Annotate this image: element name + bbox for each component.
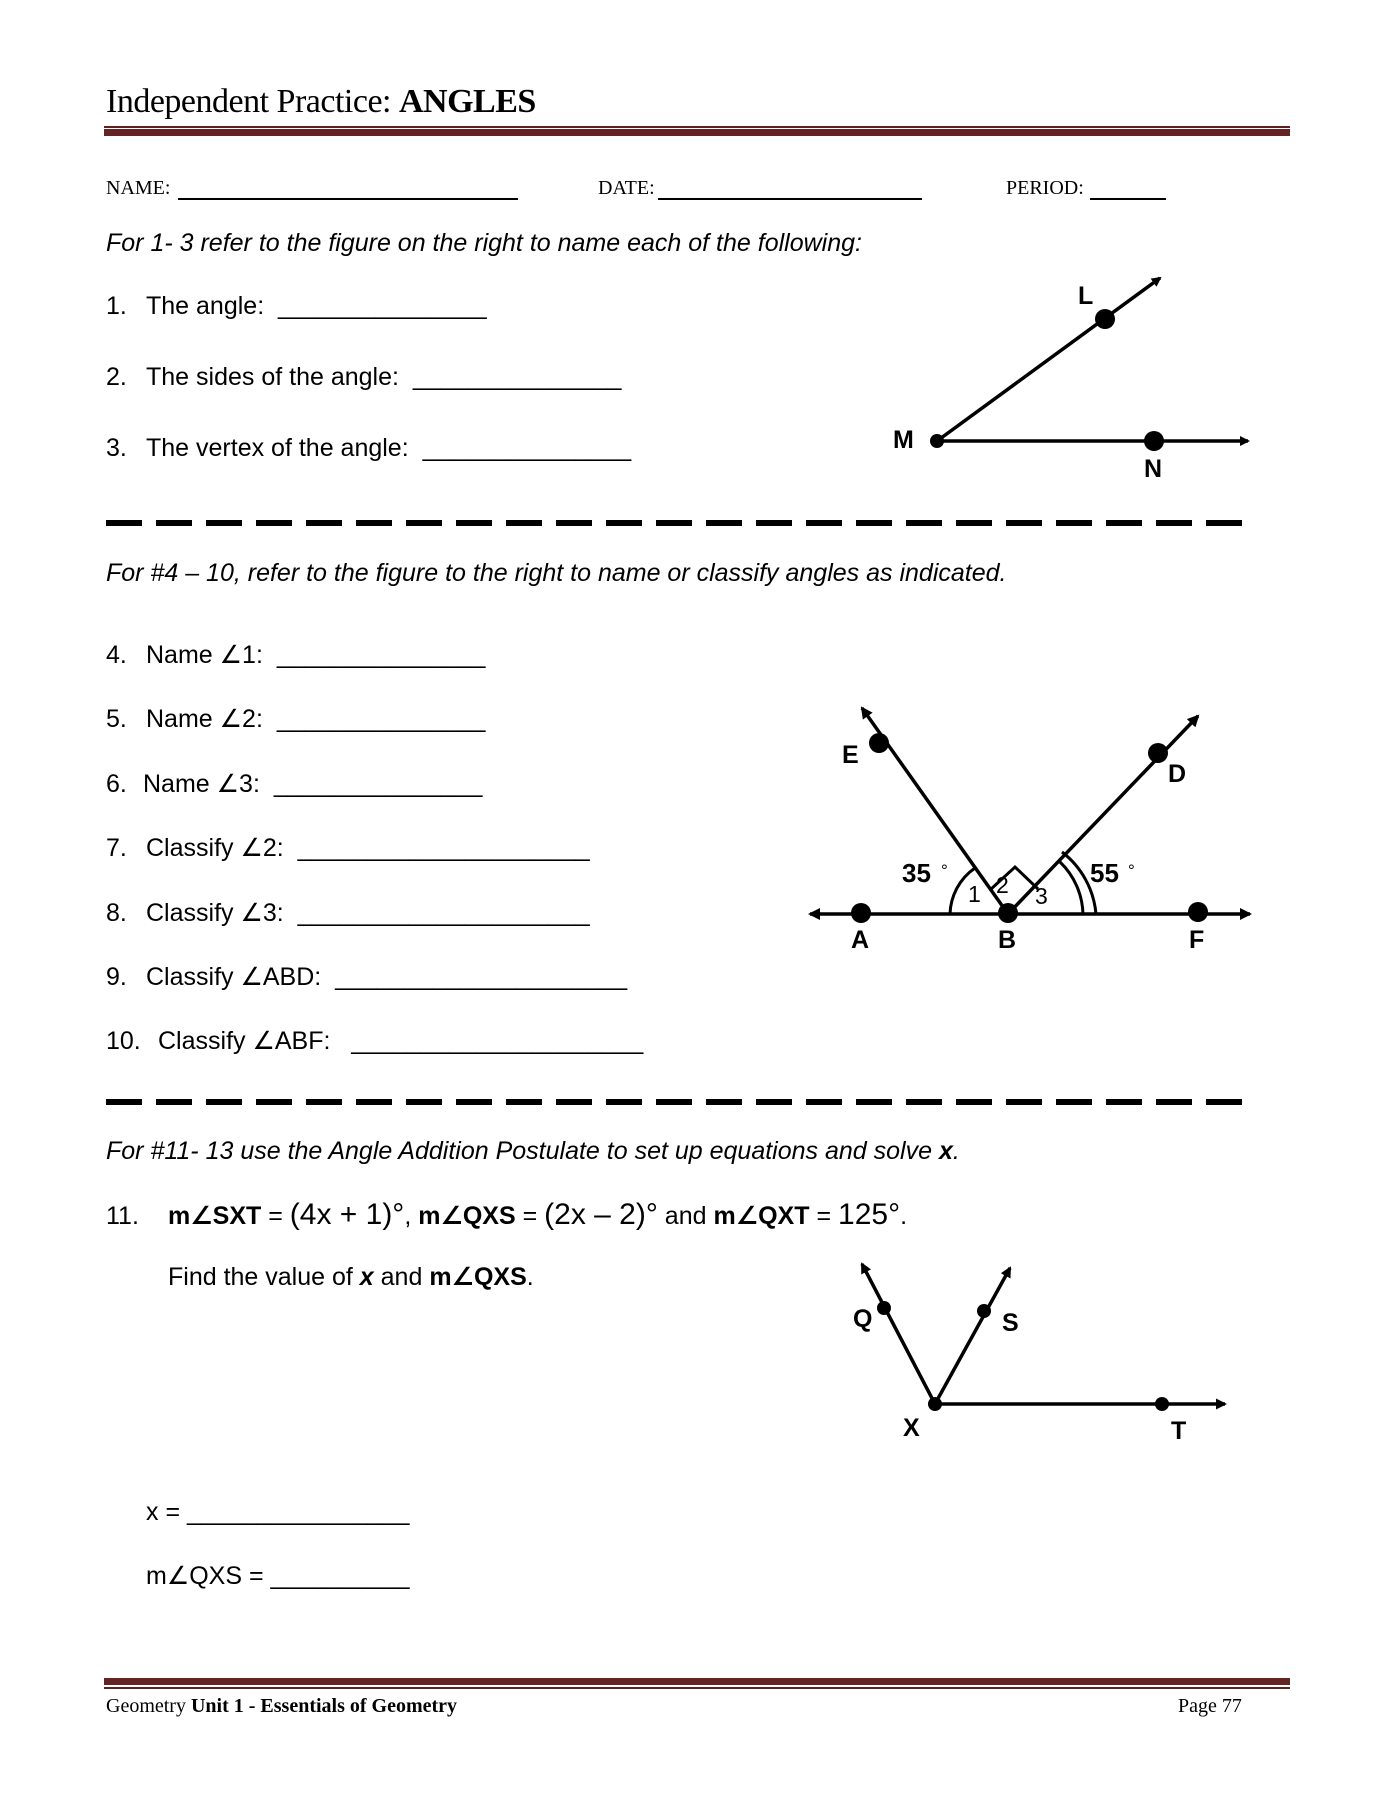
equals: = bbox=[809, 1202, 839, 1230]
question-number: 3. bbox=[106, 434, 127, 462]
question-9 bbox=[106, 962, 627, 992]
question-6 bbox=[106, 769, 482, 799]
question-7 bbox=[106, 833, 590, 863]
question-11-prompt bbox=[168, 1262, 534, 1292]
point-q bbox=[877, 1301, 891, 1315]
footer-rule-thick bbox=[104, 1678, 1290, 1685]
answer-angle-blank[interactable]: __________ bbox=[270, 1562, 410, 1590]
title-prefix: Independent Practice: bbox=[106, 83, 399, 120]
date-label: DATE: bbox=[598, 177, 655, 199]
title-topic: ANGLES bbox=[398, 83, 536, 120]
question-11 bbox=[106, 1200, 907, 1231]
label-b: B bbox=[998, 926, 1017, 954]
ray-ml bbox=[937, 278, 1160, 441]
question-8 bbox=[106, 898, 590, 928]
answer-x-row bbox=[146, 1497, 409, 1527]
point-d bbox=[1148, 743, 1168, 763]
header-rule-thick bbox=[104, 129, 1290, 136]
ray-xs bbox=[935, 1268, 1010, 1404]
instruction-end: . bbox=[952, 1137, 960, 1165]
figure-angles-abf bbox=[790, 690, 1270, 960]
instruction-variable: x bbox=[938, 1137, 953, 1165]
answer-blank[interactable]: _____________________ bbox=[297, 834, 590, 862]
point-e bbox=[869, 733, 889, 753]
answer-blank[interactable]: _____________________ bbox=[297, 899, 590, 927]
question-2 bbox=[106, 362, 621, 392]
label-e: E bbox=[842, 741, 859, 769]
measure-55: 55 bbox=[1090, 858, 1119, 888]
question-number: 9. bbox=[106, 963, 127, 991]
question-number: 4. bbox=[106, 641, 127, 669]
question-number: 2. bbox=[106, 363, 127, 391]
point-t bbox=[1155, 1397, 1169, 1411]
answer-blank[interactable]: _______________ bbox=[276, 705, 486, 733]
footer-course bbox=[106, 1694, 457, 1718]
measure-35: 35 bbox=[902, 858, 931, 888]
label-f: F bbox=[1189, 926, 1205, 954]
label-x: X bbox=[903, 1414, 920, 1442]
question-number: 5. bbox=[106, 705, 127, 733]
question-text: Classify ∠ABF: bbox=[158, 1027, 331, 1055]
point-a bbox=[851, 903, 871, 923]
answer-blank[interactable]: _______________ bbox=[412, 363, 622, 391]
point-f bbox=[1188, 902, 1208, 922]
page-title bbox=[106, 82, 536, 122]
degree-35: ° bbox=[941, 861, 948, 880]
separator: , bbox=[404, 1202, 419, 1230]
angle-qxt: m∠QXT bbox=[713, 1202, 810, 1230]
prompt-angle: m∠QXS bbox=[429, 1263, 527, 1291]
value-sxt: (4x + 1)° bbox=[289, 1198, 405, 1231]
figure-angle-qxt bbox=[840, 1250, 1240, 1450]
question-3 bbox=[106, 433, 631, 463]
point-m bbox=[930, 434, 944, 448]
answer-blank[interactable]: _______________ bbox=[422, 434, 632, 462]
label-s: S bbox=[1002, 1309, 1019, 1337]
answer-blank[interactable]: _____________________ bbox=[351, 1027, 644, 1055]
label-angle-3: 3 bbox=[1035, 883, 1048, 909]
header-rule-thin bbox=[104, 126, 1290, 128]
answer-blank[interactable]: _______________ bbox=[273, 770, 483, 798]
conjunction: and bbox=[657, 1202, 714, 1230]
label-a: A bbox=[851, 926, 870, 954]
equals: = bbox=[515, 1202, 545, 1230]
question-4 bbox=[106, 640, 485, 670]
answer-x-blank[interactable]: ________________ bbox=[187, 1498, 410, 1526]
point-n bbox=[1144, 431, 1164, 451]
degree-55: ° bbox=[1128, 861, 1135, 880]
name-field bbox=[106, 176, 170, 200]
label-angle-2: 2 bbox=[996, 872, 1009, 898]
period-input-line[interactable] bbox=[1090, 198, 1166, 200]
question-5 bbox=[106, 704, 485, 734]
instruction-text: For #11- 13 use the Angle Addition Postulate to set up equations and solve bbox=[106, 1137, 939, 1165]
question-number: 1. bbox=[106, 292, 127, 320]
question-1 bbox=[106, 291, 487, 321]
date-input-line[interactable] bbox=[658, 198, 922, 200]
point-b bbox=[998, 903, 1018, 923]
point-s bbox=[977, 1304, 991, 1318]
period-field bbox=[1006, 176, 1084, 200]
section-divider bbox=[106, 520, 1242, 526]
equals: = bbox=[261, 1202, 290, 1230]
label-angle-1: 1 bbox=[968, 881, 981, 907]
section-divider bbox=[106, 1099, 1242, 1105]
answer-blank[interactable]: _______________ bbox=[276, 641, 486, 669]
question-number: 10. bbox=[106, 1027, 141, 1055]
question-text: Classify ∠ABD: bbox=[146, 963, 322, 991]
question-text: Name ∠3: bbox=[143, 770, 260, 798]
prompt-text: Find the value of bbox=[168, 1263, 360, 1291]
question-text: The vertex of the angle: bbox=[146, 434, 409, 462]
label-m: M bbox=[893, 426, 914, 454]
question-number: 7. bbox=[106, 834, 127, 862]
date-field bbox=[598, 176, 655, 200]
footer-unit: Unit 1 - Essentials of Geometry bbox=[190, 1695, 458, 1717]
footer-rule-thin bbox=[104, 1687, 1290, 1689]
question-text: Classify ∠2: bbox=[146, 834, 284, 862]
question-number: 11. bbox=[106, 1202, 139, 1230]
question-text: The angle: bbox=[146, 292, 265, 320]
footer-course-label: Geometry bbox=[106, 1695, 191, 1717]
ray-xq bbox=[862, 1264, 935, 1404]
prompt-variable: x bbox=[359, 1263, 374, 1291]
angle-qxs: m∠QXS bbox=[418, 1202, 516, 1230]
name-input-line[interactable] bbox=[178, 198, 518, 200]
label-n: N bbox=[1144, 455, 1163, 483]
answer-blank[interactable]: _______________ bbox=[278, 292, 487, 320]
section2-instruction: For #4 – 10, refer to the figure to the right to name or classify angles as indicated. bbox=[106, 559, 1007, 587]
label-l: L bbox=[1078, 282, 1094, 310]
name-label: NAME: bbox=[106, 177, 171, 199]
section1-instruction: For 1- 3 refer to the figure on the right to name each of the following: bbox=[106, 229, 862, 257]
question-number: 6. bbox=[106, 770, 127, 798]
answer-x-label: x = bbox=[146, 1498, 187, 1526]
prompt-end: . bbox=[526, 1263, 534, 1291]
question-text: The sides of the angle: bbox=[146, 363, 399, 391]
value-qxs: (2x – 2)° bbox=[544, 1198, 658, 1231]
question-10 bbox=[106, 1026, 643, 1056]
footer-page-number: Page 77 bbox=[1178, 1695, 1242, 1717]
label-q: Q bbox=[853, 1305, 873, 1333]
angle-sxt: m∠SXT bbox=[168, 1202, 262, 1230]
label-t: T bbox=[1171, 1417, 1187, 1445]
section3-instruction bbox=[106, 1136, 960, 1166]
value-qxt: 125° bbox=[838, 1198, 901, 1231]
question-number: 8. bbox=[106, 899, 127, 927]
point-l bbox=[1095, 309, 1115, 329]
period-label: PERIOD: bbox=[1006, 177, 1084, 199]
point-x bbox=[928, 1397, 942, 1411]
label-d: D bbox=[1168, 760, 1187, 788]
question-text: Name ∠1: bbox=[146, 641, 263, 669]
question-text: Name ∠2: bbox=[146, 705, 263, 733]
figure-angle-lmn bbox=[880, 260, 1260, 490]
question-text: Classify ∠3: bbox=[146, 899, 284, 927]
period: . bbox=[900, 1202, 908, 1230]
answer-angle-label: m∠QXS = bbox=[146, 1562, 271, 1590]
answer-angle-row bbox=[146, 1561, 410, 1591]
answer-blank[interactable]: _____________________ bbox=[335, 963, 628, 991]
prompt-and: and bbox=[373, 1263, 430, 1291]
